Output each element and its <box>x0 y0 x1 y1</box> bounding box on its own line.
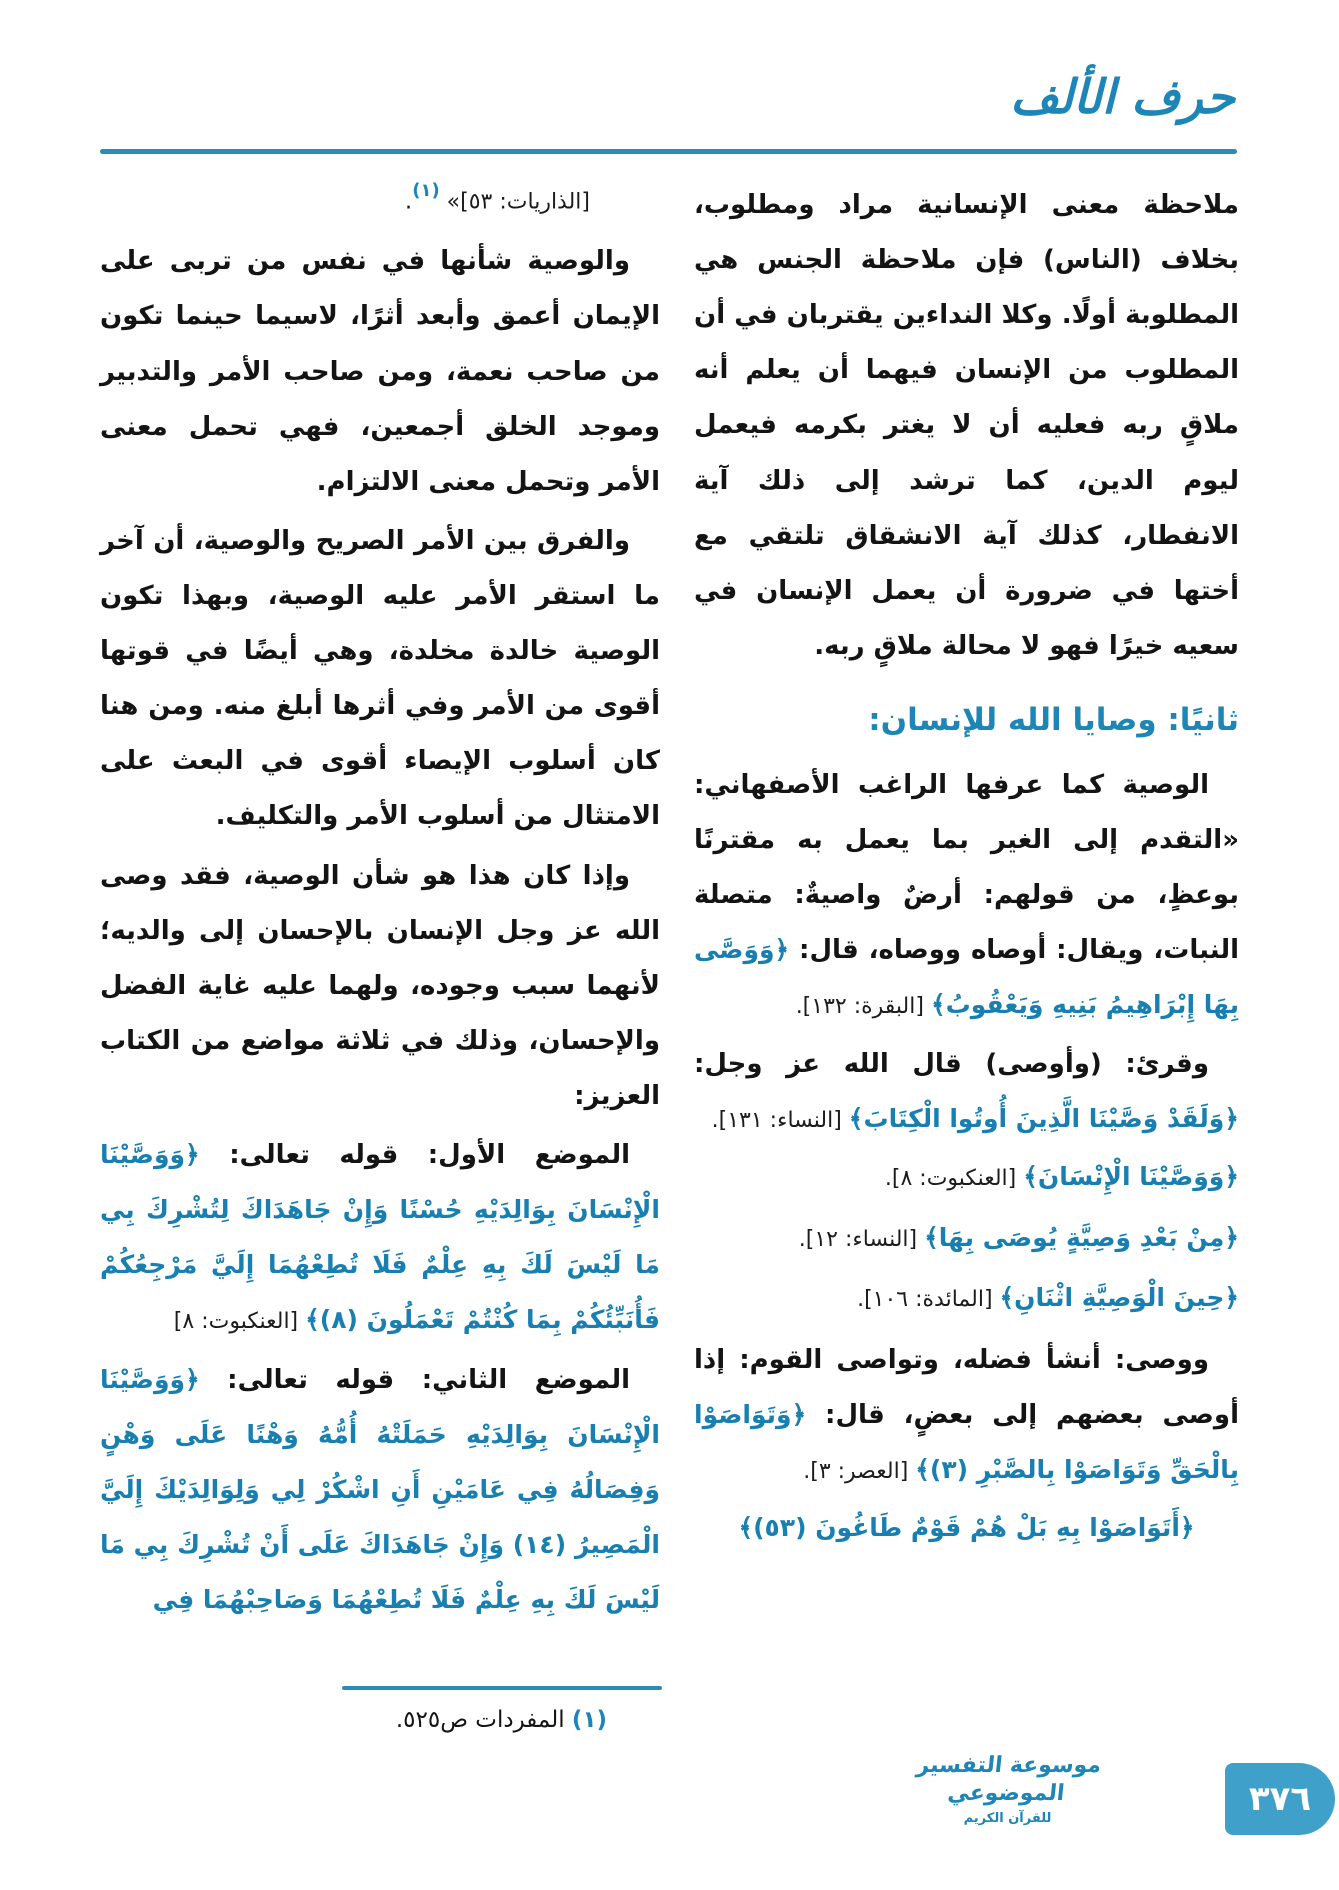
section-heading: ثانيًا: وصايا الله للإنسان: <box>868 701 1239 738</box>
body-text: ووصى: أنشأ فضله، وتواصى القوم: إذا أوصى بعضهم إلى بعضٍ، قال: <box>694 1344 1239 1430</box>
verse-line <box>694 1212 1239 1265</box>
verse-reference: [العصر: ٣]. <box>803 1459 916 1485</box>
logo-title: موسوعة التفسير الموضوعي <box>915 1753 1103 1806</box>
body-text: وقرئ: (وأوصى) قال الله عز وجل: <box>694 1049 1209 1080</box>
column-left <box>100 178 660 1632</box>
footnote-marker: (١) <box>571 1707 607 1733</box>
body-text: الوصية كما عرفها الراغب الأصفهاني: «التقدم إلى الغير بما يعمل به مقترنًا بوعظٍ، من قولهم: أرضٌ واصيةٌ: متصلة النبات، ويقال: أوصاه ووصاه، قال: <box>694 769 1239 965</box>
paragraph <box>694 1037 1239 1147</box>
continuation-line <box>100 178 660 224</box>
verse-reference: [النساء: ١٢]. <box>798 1226 925 1252</box>
paragraph: ملاحظة معنى الإنسانية مراد ومطلوب، بخلاف (الناس) فإن ملاحظة الجنس هي المطلوبة أولًا. وكلا النداءين يقتربان في أن المطلوب من الإنسان فيهما أن يعلم أنه ملاقٍ ربه فعليه أن لا يغتر بكرمه فيعمل ليوم الدين، كما ترشد إلى ذلك آية الانفطار، كذلك آية الانشقاق تلتقي مع أختها في ضرورة أن يعمل الإنسان في سعيه خيرًا فهو لا محالة ملاقٍ ربه. <box>694 190 1239 661</box>
paragraph <box>100 1128 660 1348</box>
quran-verse: ﴿وَوَصَّيْنَا الْإِنْسَانَ بِوَالِدَيْهِ حَمَلَتْهُ أُمُّهُ وَهْنًا عَلَى وَهْنٍ وَفِصَالُهُ فِي عَامَيْنِ أَنِ اشْكُرْ لِي وَلِوَالِدَيْكَ إِلَيَّ الْمَصِيرُ (١٤) وَإِنْ جَاهَدَاكَ عَلَى أَنْ تُشْرِكَ بِي مَا لَيْسَ لَكَ بِهِ عِلْمٌ فَلَا تُطِعْهُمَا وَصَاحِبْهُمَا فِي <box>100 1364 660 1614</box>
quran-verse: ﴿وَتَوَاصَوْا بِالْحَقِّ وَتَوَاصَوْا بِالصَّبْرِ (٣)﴾ <box>694 1399 1239 1485</box>
verse-reference: [العنكبوت: ٨]. <box>884 1166 1024 1192</box>
subsection-label: الموضع الأول: قوله تعالى: <box>199 1140 630 1171</box>
footnote-body: المفردات ص٥٢٥. <box>395 1707 572 1733</box>
subsection-label: الموضع الثاني: قوله تعالى: <box>199 1364 630 1395</box>
verse-reference: [النساء: ١٣١]. <box>711 1108 849 1134</box>
paragraph: والوصية شأنها في نفس من تربى على الإيمان أعمق وأبعد أثرًا، لاسيما حينما تكون من صاحب نعمة، ومن صاحب الأمر والتدبير وموجد الخلق أجمعين، فهي تحمل معنى الأمر وتحمل معنى الالتزام. <box>100 246 660 497</box>
footnote <box>100 1686 662 1739</box>
paragraph: والفرق بين الأمر الصريح والوصية، أن آخر ما استقر الأمر عليه الوصية، وبهذا تكون الوصية خالدة مخلدة، وهي أيضًا في قوتها أقوى من الأمر وفي أثرها أبلغ منه. ومن هنا كان أسلوب الإيصاء أقوى في البعث على الامتثال من أسلوب الأمر والتكليف. <box>100 525 660 832</box>
logo-subtitle: للقرآن الكريم <box>963 1811 1052 1826</box>
publisher-logo <box>915 1752 1103 1826</box>
paragraph <box>694 758 1239 1034</box>
verse-reference: [العنكبوت: ٨] <box>173 1309 306 1335</box>
verse-line <box>694 1272 1239 1325</box>
column-right <box>694 178 1239 1563</box>
footnote-rule <box>342 1686 662 1690</box>
quran-verse: ﴿وَوَصَّيْنَا الْإِنْسَانَ﴾ <box>1023 1162 1239 1192</box>
chapter-title: حرف الألف <box>1010 70 1235 125</box>
quran-verse: ﴿مِنْ بَعْدِ وَصِيَّةٍ يُوصَى بِهَا﴾ <box>924 1222 1239 1252</box>
footnote-text <box>100 1702 607 1739</box>
quran-verse: ﴿أَتَوَاصَوْا بِهِ بَلْ هُمْ قَوْمٌ طَاغُونَ (٥٣)﴾ <box>738 1513 1195 1543</box>
header-rule <box>100 149 1237 154</box>
page-number-badge <box>1225 1763 1335 1835</box>
paragraph <box>694 1333 1239 1498</box>
quran-verse: ﴿وَلَقَدْ وَصَّيْنَا الَّذِينَ أُوتُوا الْكِتَابَ﴾ <box>848 1104 1239 1134</box>
page-number: ٣٧٦ <box>1248 1779 1312 1819</box>
paragraph: وإذا كان هذا هو شأن الوصية، فقد وصى الله عز وجل الإنسان بالإحسان إلى والديه؛ لأنهما سبب وجوده، ولهما عليه غاية الفضل والإحسان، وذلك في ثلاثة مواضع من الكتاب العزيز: <box>100 860 660 1111</box>
verse-line <box>694 1151 1239 1204</box>
footnote-marker: (١) <box>412 180 440 201</box>
quran-verse: ﴿وَوَصَّيْنَا الْإِنْسَانَ بِوَالِدَيْهِ حُسْنًا وَإِنْ جَاهَدَاكَ لِتُشْرِكَ بِي مَا لَيْسَ لَكَ بِهِ عِلْمٌ فَلَا تُطِعْهُمَا إِلَيَّ مَرْجِعُكُمْ فَأُنَبِّئُكُمْ بِمَا كُنْتُمْ تَعْمَلُونَ (٨)﴾ <box>100 1140 660 1335</box>
verse-reference: [الذاريات: ٥٣]» <box>439 189 590 215</box>
verse-line <box>694 1502 1239 1555</box>
text-columns <box>100 178 1239 1632</box>
verse-reference: [البقرة: ١٣٢]. <box>795 994 931 1020</box>
paragraph <box>100 1353 660 1629</box>
quran-verse: ﴿حِينَ الْوَصِيَّةِ اثْنَانِ﴾ <box>999 1283 1239 1313</box>
verse-reference: [المائدة: ١٠٦]. <box>857 1287 1000 1313</box>
body-text: . <box>404 188 413 215</box>
quran-verse: ﴿وَوَصَّى بِهَا إِبْرَاهِيمُ بَنِيهِ وَيَعْقُوبُ﴾ <box>694 934 1239 1020</box>
